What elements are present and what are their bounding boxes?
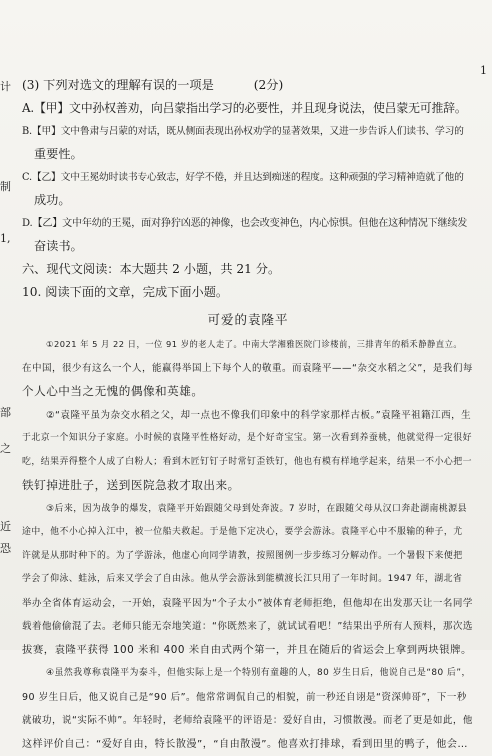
paragraph-line: ④虽然我尊称袁隆平为泰斗，但他实际上是一个特别有童趣的人，80 岁生日后，他说自己是“80 后”， (22, 662, 474, 686)
page-content (22, 74, 474, 756)
paragraph-line: 90 岁生日后，他又说自己是“90 后”。他常常调侃自己的相貌，前一秒还自诩是“资深帅哥”，下一秒 (22, 686, 474, 710)
question-3-text: (3) 下列对选文的理解有误的一项是 (22, 74, 214, 97)
paragraph-line: 个人心中当之无愧的偶像和英雄。 (22, 380, 474, 404)
article-body (22, 333, 474, 756)
paragraph-line: ②“袁隆平虽为杂交水稻之父，却一点也不像我们印象中的科学家那样古板。”袁隆平祖籍江西，生 (22, 404, 474, 428)
margin-mark: 近 (0, 518, 18, 534)
question-3-score: (2分) (254, 74, 283, 97)
margin-mark: 恐 (0, 540, 18, 556)
question-3-stem (22, 74, 474, 97)
paragraph-line: 于北京一个知识分子家庭。小时候的袁隆平性格好动，是个好奇宝宝。第一次看到养蚕桃，他就觉得一定很好 (22, 427, 474, 451)
margin-mark: 计 (0, 78, 18, 94)
paragraph-line: 在中国，很少有这么一个人，能赢得举国上下每个人的敬重。而袁隆平——“杂交水稻之父”，是我们每 (22, 357, 474, 381)
right-margin-mark: 1 (480, 64, 490, 77)
paragraph-line: ③后来，因为战争的爆发，袁隆平开始跟随父母到处奔波。7 岁时，在跟随父母从汉口奔赴湖南桃源县 (22, 498, 474, 522)
paragraph-line: 吃，结果弄得整个人成了白粉人；看到木匠钉钉子时常钉歪铁钉，他也有模有样地学起来，结果一不小心把一 (22, 451, 474, 475)
margin-mark: 之 (0, 440, 18, 456)
section-instruction: 10. 阅读下面的文章，完成下面小题。 (22, 281, 474, 304)
paragraph-line: 途中，他不小心掉入江中，被一位船夫救起。于是他下定决心，要学会游泳。袁隆平心中不服输的种子，尤 (22, 521, 474, 545)
paragraph-line: 这样评价自己：“爱好自由，特长散漫”，“自由散漫”。他喜欢打排球，看到田里的鸭子，他会… (22, 733, 474, 756)
option-a: A.【甲】文中孙权善劝，向吕蒙指出学习的必要性，并且现身说法，使吕蒙无可推辞。 (22, 97, 474, 120)
option-d: D.【乙】文中年幼的王冕，面对狰狞凶恶的神像，也会改变神色，内心惊惧。但他在这种情况下继续发 (22, 212, 474, 235)
article-title: 可爱的袁隆平 (22, 308, 474, 331)
option-c-cont: 成功。 (22, 189, 474, 212)
section-heading: 六、现代文阅读：本大题共 2 小题，共 21 分。 (22, 258, 474, 281)
margin-mark: 部 (0, 404, 18, 420)
paragraph-line: 拔赛，袁隆平获得 100 米和 400 米自由式两个第一，并且在随后的省运会上拿到两块银牌。 (22, 639, 474, 663)
paragraph-line: 载着他偷偷混了去。老师只能无奈地笑道：“你既然来了，就试试看吧！”结果出乎所有人预料，那次选 (22, 615, 474, 639)
margin-mark: 制 (0, 178, 18, 194)
paragraph-line: 举办全省体育运动会，一开始，袁隆平因为“个子太小”被体育老师拒绝，但他却在出发那天让一名同学 (22, 592, 474, 616)
paragraph-line: ①2021 年 5 月 22 日，一位 91 岁的老人走了。中南大学湘雅医院门诊楼前，三排青年的稻禾静静直立。 (22, 333, 474, 357)
option-d-cont: 奋读书。 (22, 235, 474, 258)
paragraph-line: 学会了仰泳、蛙泳，后来又学会了自由泳。他从学会游泳到能横渡长江只用了一年时间。1947 年，湖北省 (22, 568, 474, 592)
option-c: C.【乙】文中王冕幼时读书专心致志，好学不倦，并且达到痴迷的程度。这种顽强的学习精神造就了他的 (22, 166, 474, 189)
paragraph-line: 许就是从那时种下的。为了学游泳，他虚心向同学请教，按照图例一步步练习分解动作。一个暑假下来便把 (22, 545, 474, 569)
option-b: B.【甲】文中鲁肃与吕蒙的对话，既从侧面表现出孙权劝学的显著效果，又进一步告诉人们读书、学习的 (22, 120, 474, 143)
paragraph-line: 就破功，说“实际不帅”。年轻时，老师给袁隆平的评语是：爱好自由，习惯散漫。而老了更是如此，他 (22, 709, 474, 733)
margin-mark: 1, (0, 232, 18, 245)
option-b-cont: 重要性。 (22, 143, 474, 166)
paragraph-line: 铁钉掉进肚子，送到医院急救才取出来。 (22, 474, 474, 498)
